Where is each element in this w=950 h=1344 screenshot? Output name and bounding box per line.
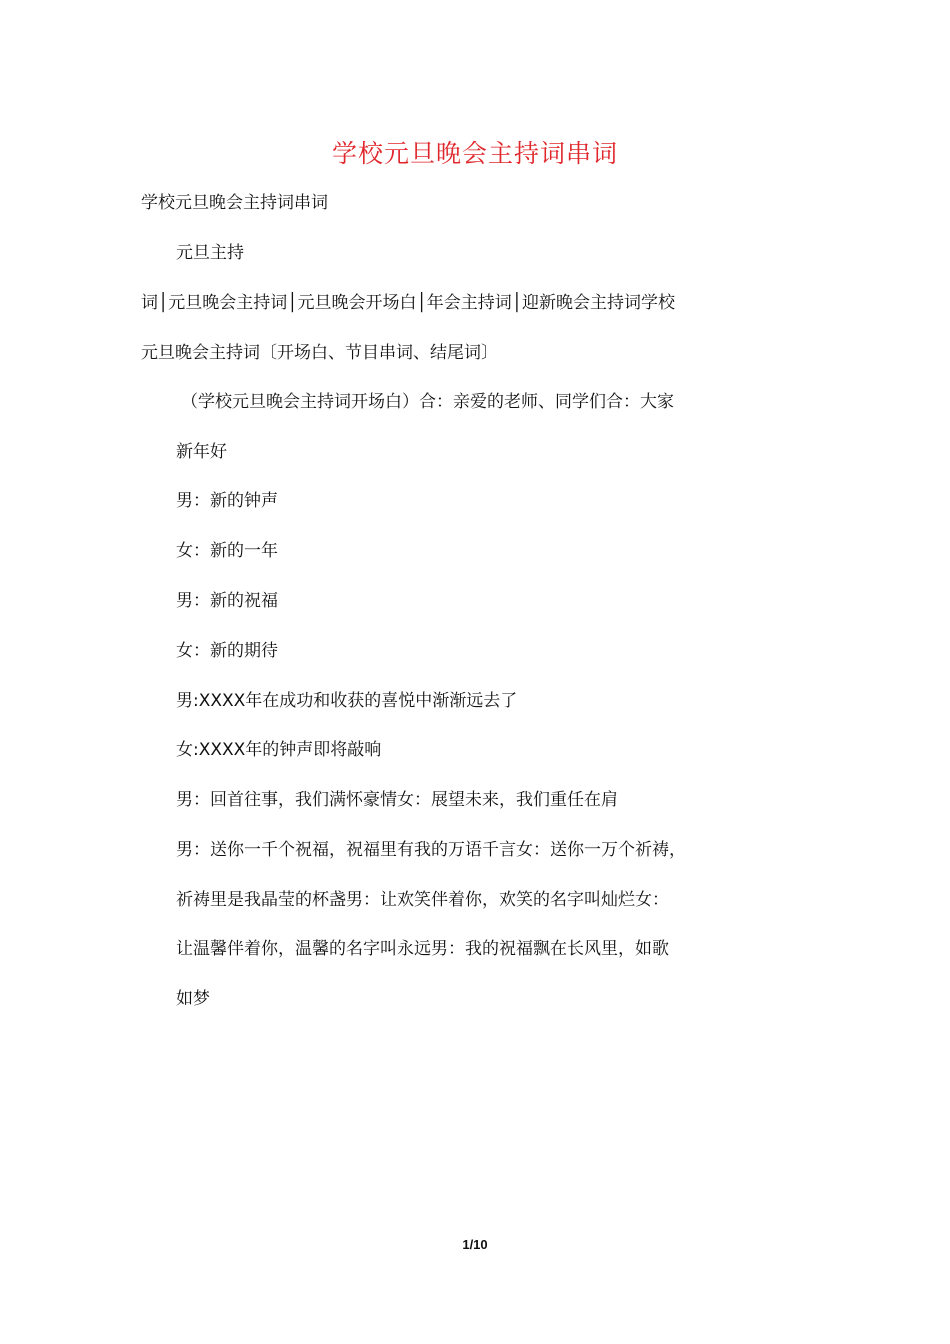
- text-line: 如梦: [176, 989, 210, 1009]
- document-title: 学校元旦晚会主持词串词: [331, 139, 618, 168]
- text-line: 女：新的期待: [176, 641, 278, 661]
- text-line: （学校元旦晚会主持词开场白）合：亲爱的老师、同学们合：大家: [181, 392, 674, 412]
- text-line: 男：回首往事，我们满怀豪情女：展望未来，我们重任在肩: [176, 790, 618, 810]
- page-number: 1/10: [462, 1237, 488, 1252]
- text-line: 男：新的祝福: [176, 591, 278, 611]
- text-line: 词│元旦晚会主持词│元旦晚会开场白│年会主持词│迎新晚会主持词学校: [141, 293, 675, 313]
- text-line: 女:XXXX年的钟声即将敲响: [176, 740, 382, 760]
- text-line: 祈祷里是我晶莹的杯盏男：让欢笑伴着你，欢笑的名字叫灿烂女：: [176, 890, 669, 910]
- subtitle-line: 学校元旦晚会主持词串词: [141, 193, 328, 213]
- text-line: 元旦晚会主持词〔开场白、节目串词、结尾词〕: [141, 343, 498, 363]
- text-line: 新年好: [176, 442, 227, 462]
- text-line: 元旦主持: [176, 243, 244, 263]
- text-line: 女：新的一年: [176, 541, 278, 561]
- text-line: 男：新的钟声: [176, 491, 278, 511]
- text-line: 男：送你一千个祝福，祝福里有我的万语千言女：送你一万个祈祷，: [176, 840, 686, 860]
- text-line: 男:XXXX年在成功和收获的喜悦中渐渐远去了: [176, 691, 518, 711]
- text-line: 让温馨伴着你，温馨的名字叫永远男：我的祝福飘在长风里，如歌: [176, 939, 669, 959]
